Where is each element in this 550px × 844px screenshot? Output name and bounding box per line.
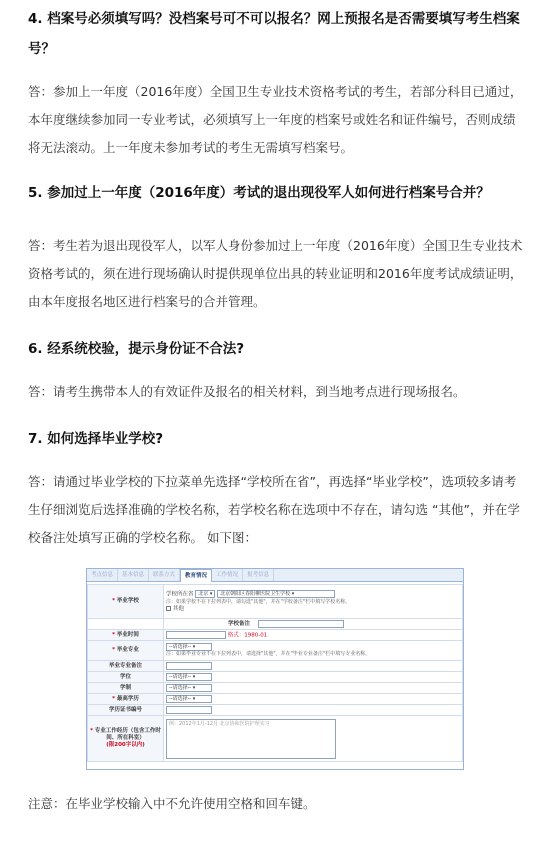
system-select[interactable]: --请选择-- ▾ — [166, 684, 212, 692]
school-note-input[interactable] — [258, 620, 344, 628]
question-6-title: 6. 经系统校验，提示身份证不合法? — [28, 341, 245, 357]
question-7-title: 7. 如何选择毕业学校? — [28, 431, 164, 447]
school-province-label: 学校所在省 — [166, 591, 194, 598]
other-label: 其他 — [173, 605, 185, 612]
tab-exam-info[interactable]: 报考信息 — [243, 569, 274, 581]
other-checkbox[interactable] — [166, 606, 171, 611]
major-note-input[interactable] — [166, 662, 212, 670]
question-4-title: 4. 档案号必须填写吗？没档案号可不可以报名？网上预报名是否需要填写考生档案号？ — [28, 11, 520, 57]
school-name-select[interactable]: 北京朝阳区春阳柳医院卫生学校 ▾ — [217, 590, 335, 598]
school-hint: 注：如果学校不在下拉列表中，请勾选"其他"，并在"学校备注"栏中填写学校名称。 — [166, 598, 351, 605]
answer-7-text: 答：请通过毕业学校的下拉菜单先选择“学校所在省”，再选择“毕业学校”，选项较多请考生仔细浏览后选择准确的学校名称，若学校名称在选项中不存在，请勾选 “其他”，并在学校备注处填写正确的学校名称。 如下图： — [28, 474, 520, 545]
school-label: * 毕业学校 — [88, 585, 164, 619]
degree-label: 学位 — [88, 672, 164, 683]
tab-exam-site[interactable]: 考点信息 — [87, 569, 118, 581]
major-note-label: 毕业专业备注 — [88, 661, 164, 672]
major-label: * 毕业专业 — [88, 641, 164, 661]
tab-education[interactable]: 教育情况 — [180, 569, 212, 582]
work-limit: (限200字以内) — [106, 742, 145, 748]
work-textarea[interactable]: 例：2012年1月-12月 北京协和医院护理实习 — [166, 719, 336, 759]
tab-contact[interactable]: 联系方式 — [149, 569, 180, 581]
degree-select[interactable]: --请选择-- ▾ — [166, 673, 212, 681]
education-form-table — [87, 584, 463, 762]
edu-label: * 最高学历 — [88, 694, 164, 705]
work-label: * 专业工作经历（包含工作时间、所在科室） (限200字以内) — [88, 716, 164, 762]
form-tabs — [87, 569, 463, 582]
tab-basic-info[interactable]: 基本信息 — [118, 569, 149, 581]
cert-input[interactable] — [166, 706, 212, 714]
grad-time-input[interactable] — [166, 631, 226, 639]
major-select[interactable]: --请选择-- ▾ — [166, 643, 212, 651]
form-screenshot — [86, 568, 464, 770]
system-label: 学制 — [88, 683, 164, 694]
grad-time-format: 格式：1980-01 — [227, 632, 268, 639]
school-province-select[interactable]: 北京 ▾ — [195, 590, 215, 598]
edu-select[interactable]: --请选择-- ▾ — [166, 695, 212, 703]
question-5-title: 5. 参加过上一年度（2016年度）考试的退出现役军人如何进行档案号合并？ — [28, 185, 490, 201]
answer-5-text: 答：考生若为退出现役军人，以军人身份参加过上一年度（2016年度）全国卫生专业技术资格考试的，须在进行现场确认时提供现单位出具的转业证明和2016年度考试成绩证明，由本年度报名地区进行档案号的合并管理。 — [28, 238, 523, 309]
grad-time-label: * 毕业时间 — [88, 630, 164, 641]
tab-work[interactable]: 工作情况 — [212, 569, 243, 581]
school-note-label: 学校备注 — [227, 621, 250, 628]
answer-6-text: 答：请考生携带本人的有效证件及报名的相关材料，到当地考点进行现场报名。 — [28, 384, 466, 399]
answer-4-text: 答：参加上一年度（2016年度）全国卫生专业技术资格考试的考生，若部分科目已通过，本年度继续参加同一专业考试，必须填写上一年度的档案号或姓名和证件编号，否则成绩将无法滚动。上一年度未参加考试的考生无需填写档案号。 — [28, 84, 523, 155]
major-hint: 注：如果毕业专业不在下拉列表中，请选择"其他"，并在"毕业专业备注"栏中填写专业名称。 — [166, 651, 371, 658]
cert-label: 学历证书编号 — [88, 705, 164, 716]
note-text: 注意：在毕业学校输入中不允许使用空格和回车键。 — [28, 796, 316, 811]
